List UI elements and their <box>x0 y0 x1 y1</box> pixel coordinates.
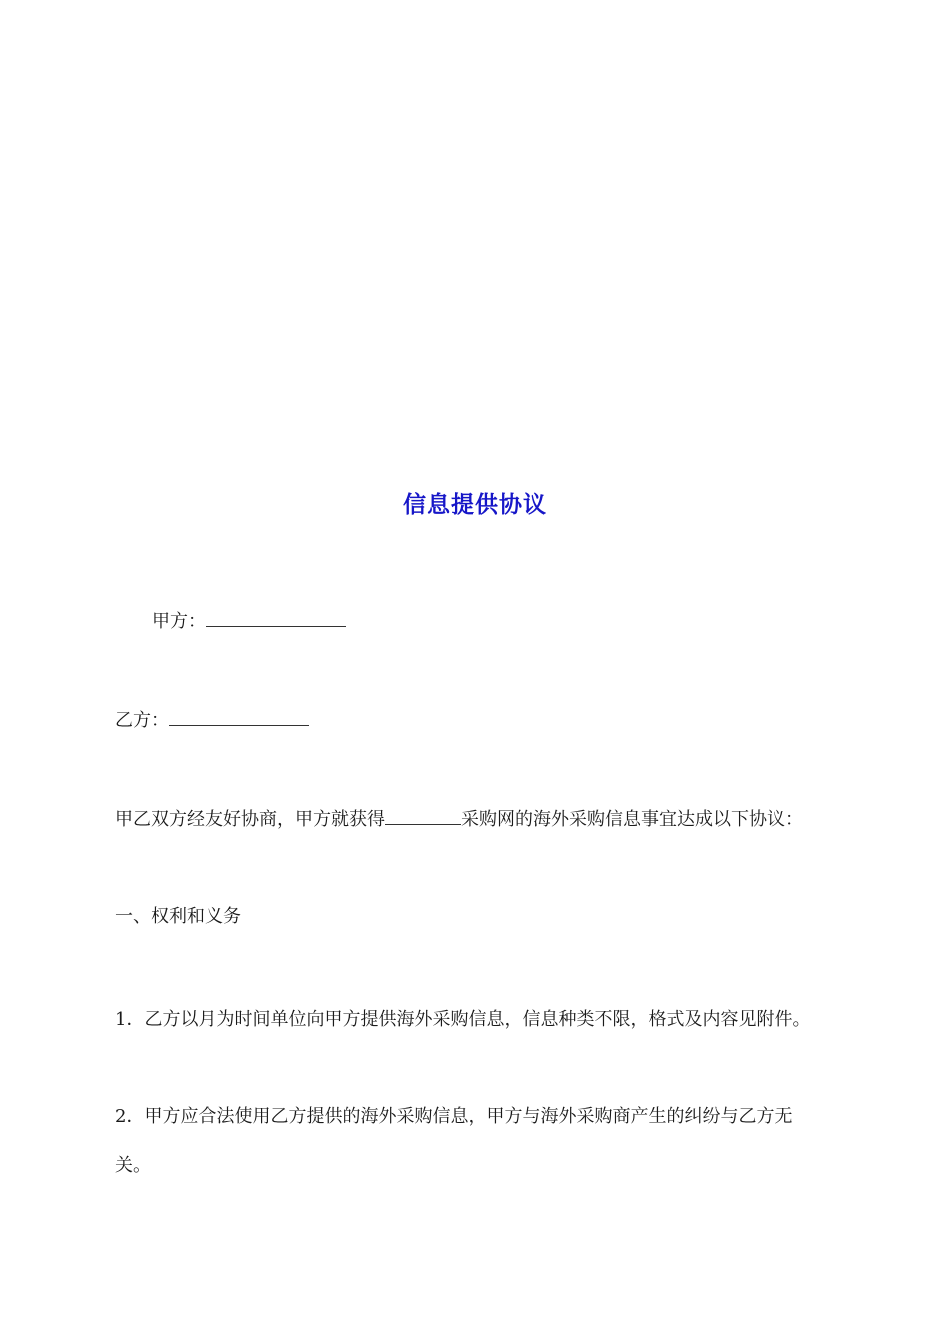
party-a-label: 甲方： <box>152 611 206 632</box>
website-name-blank <box>385 806 461 825</box>
intro-text-after: 采购网的海外采购信息事宜达成以下协议： <box>461 809 803 830</box>
party-b-line <box>115 707 309 733</box>
party-b-blank <box>169 707 309 726</box>
intro-paragraph <box>115 806 803 832</box>
party-a-blank <box>206 608 346 627</box>
clause-2-line-2: 关。 <box>115 1155 151 1176</box>
party-a-line <box>152 608 346 634</box>
clause-2-line-1: 2．甲方应合法使用乙方提供的海外采购信息，甲方与海外采购商产生的纠纷与乙方无 <box>115 1106 793 1127</box>
party-b-label: 乙方： <box>115 710 169 731</box>
section-heading: 一、权利和义务 <box>115 906 241 927</box>
intro-text-before: 甲乙双方经友好协商，甲方就获得 <box>115 809 385 830</box>
clause-1: 1．乙方以月为时间单位向甲方提供海外采购信息，信息种类不限，格式及内容见附件。 <box>115 1009 811 1030</box>
document-title: 信息提供协议 <box>403 492 547 518</box>
